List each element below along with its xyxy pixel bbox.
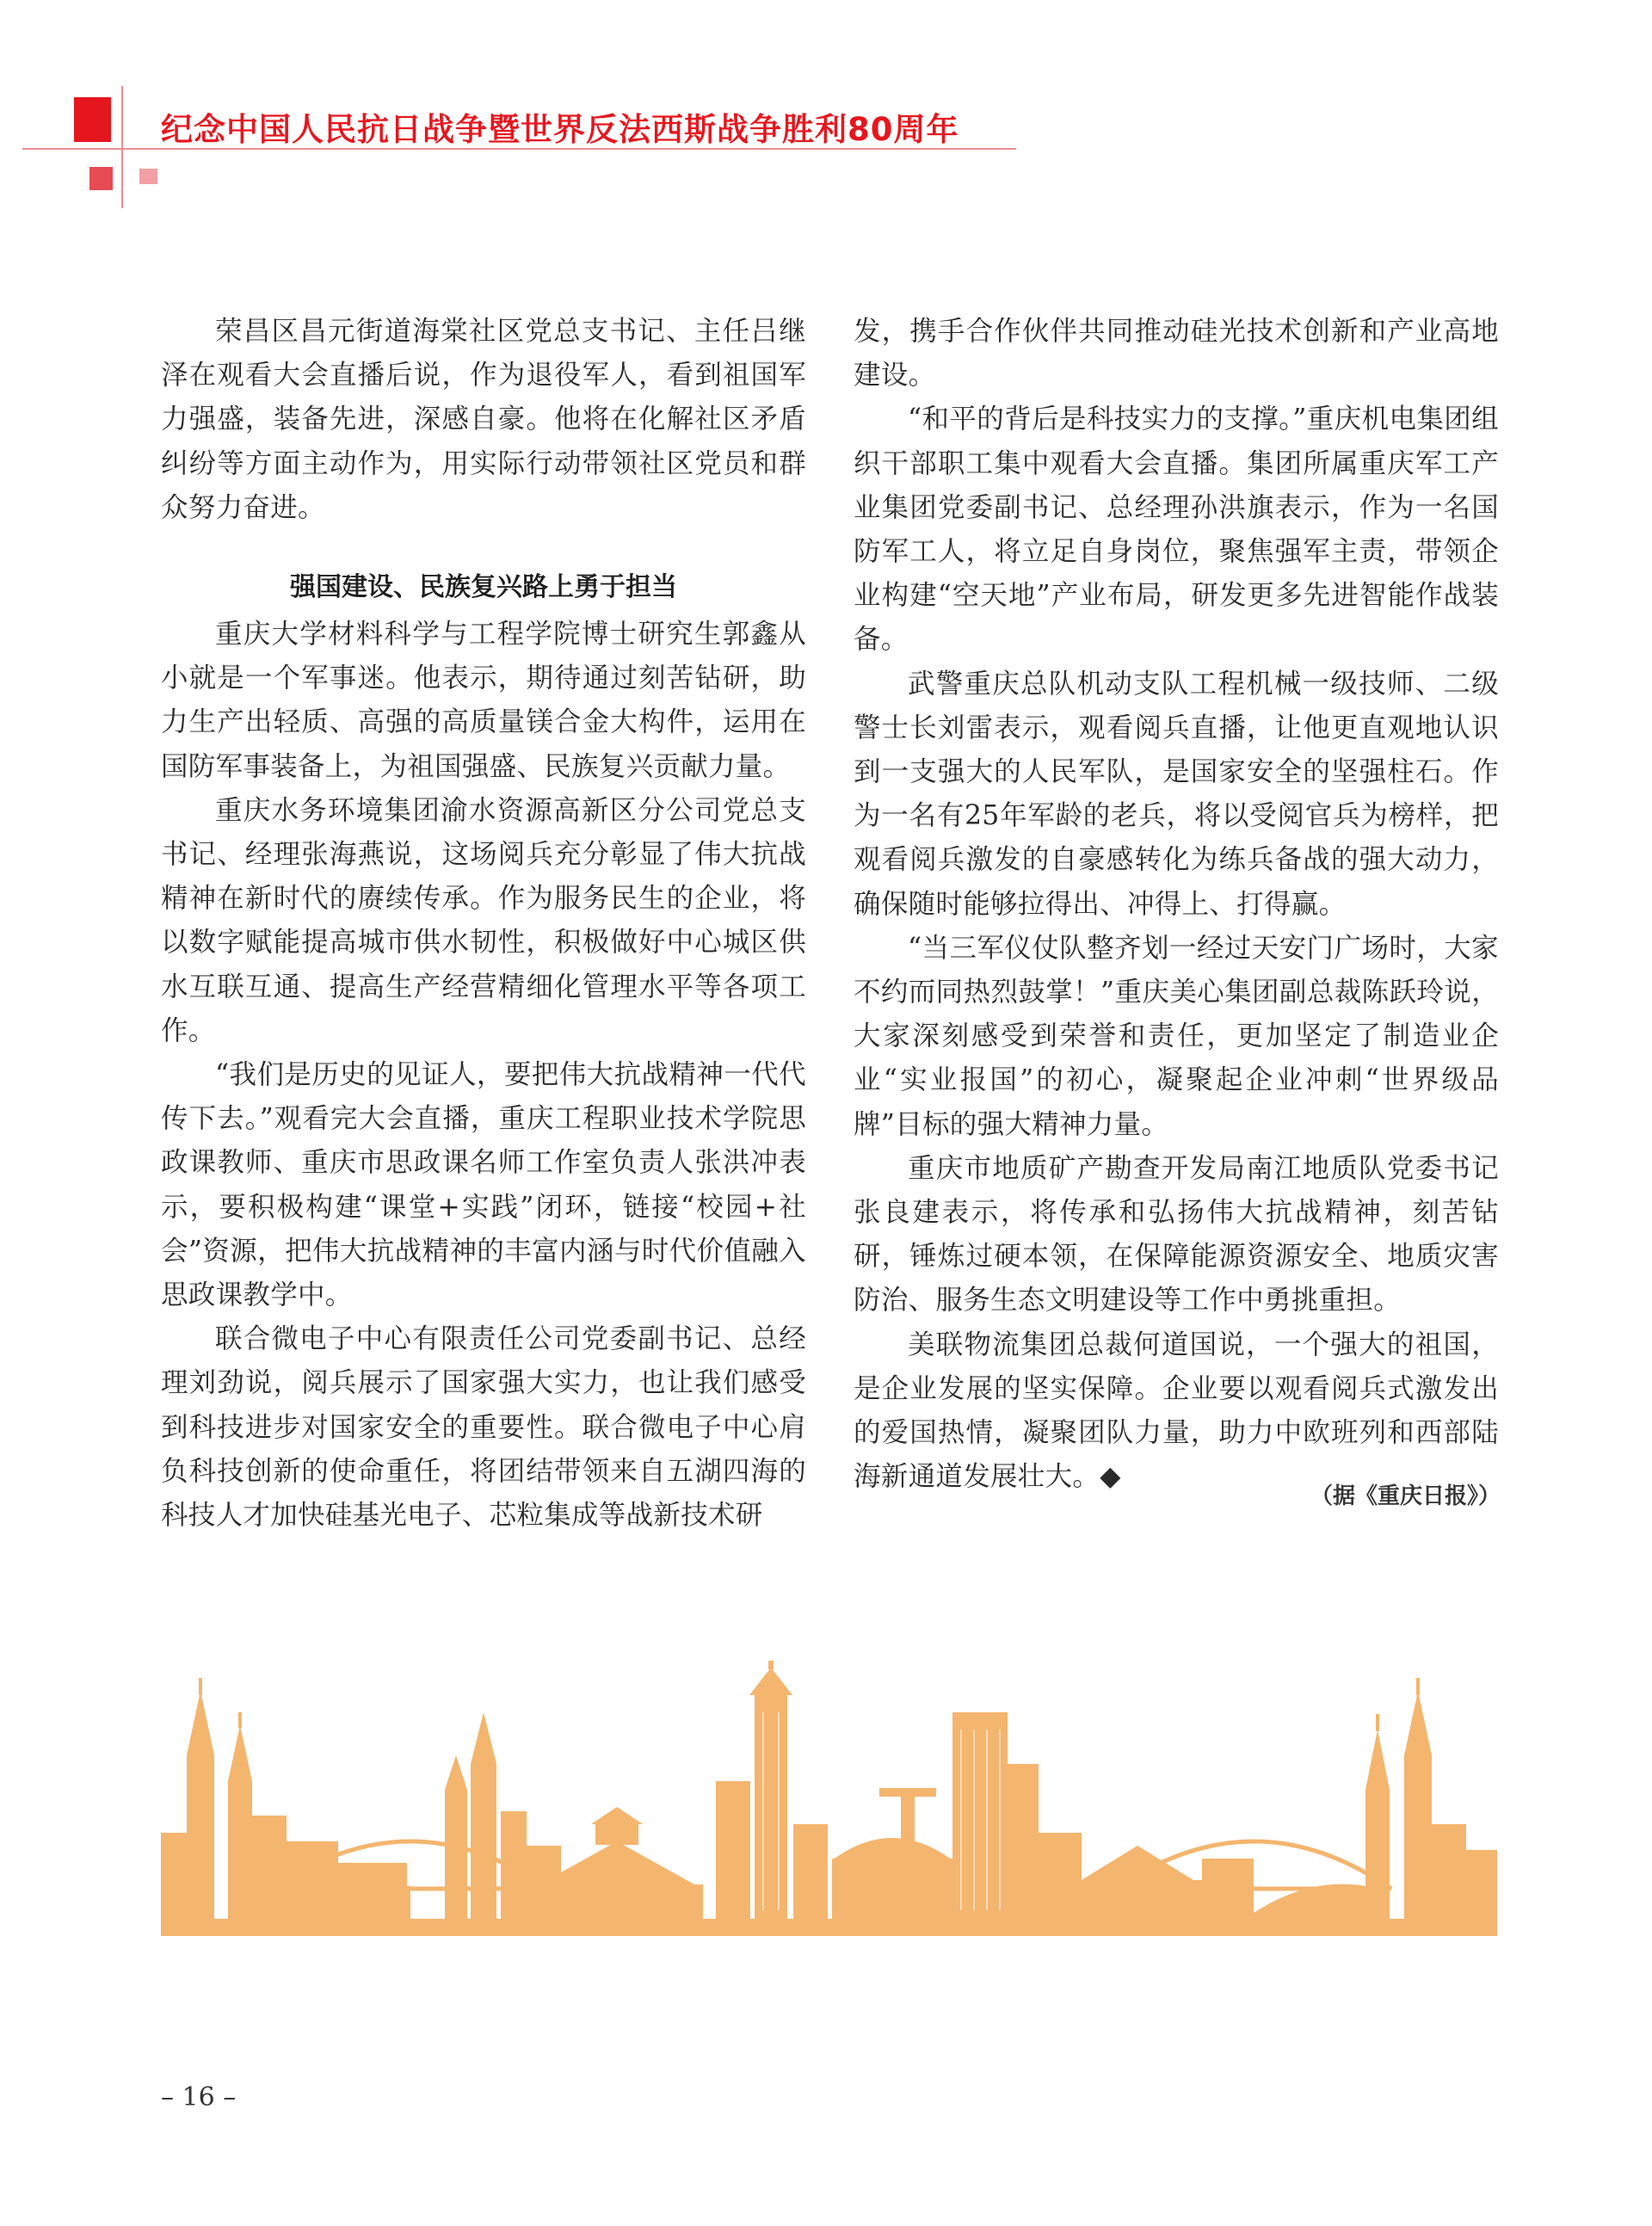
page-number: – 16 – bbox=[161, 2082, 237, 2112]
header-title: 纪念中国人民抗日战争暨世界反法西斯战争胜利80周年 bbox=[161, 111, 959, 148]
header-pink-square bbox=[139, 169, 157, 184]
source-credit: （据《重庆日报》） bbox=[1310, 1483, 1501, 1509]
left-column bbox=[161, 310, 806, 1538]
paragraph: 联合微电子中心有限责任公司党委副书记、总经理刘劲说，阅兵展示了国家强大实力，也让我们感受到科技进步对国家安全的重要性。联合微电子中心肩负科技创新的使命重任，将团结带领来自五湖四海的科技人才加快硅基光电子、芯粒集成等战新技术研 bbox=[161, 1323, 806, 1532]
paragraph-continuation: 发，携手合作伙伴共同推动硅光技术创新和产业高地建设。 bbox=[854, 316, 1499, 392]
paragraph: “我们是历史的见证人，要把伟大抗战精神一代代传下去。”观看完大会直播，重庆工程职业技术学院思政课教师、重庆市思政课名师工作室负责人张洪冲表示，要积极构建“课堂+实践”闭环，链接“校园+社会”资源，把伟大抗战精神的丰富内涵与时代价值融入思政课教学中。 bbox=[161, 1059, 806, 1311]
paragraph: 重庆市地质矿产勘查开发局南江地质队党委书记张良建表示，将传承和弘扬伟大抗战精神，刻苦钻研，锤炼过硬本领，在保障能源资源安全、地质灾害防治、服务生态文明建设等工作中勇挑重担。 bbox=[854, 1152, 1499, 1316]
right-column bbox=[854, 310, 1499, 1499]
paragraph: 重庆大学材料科学与工程学院博士研究生郭鑫从小就是一个军事迷。他表示，期待通过刻苦钻研，助力生产出轻质、高强的高质量镁合金大构件，运用在国防军事装备上，为祖国强盛、民族复兴贡献力量。 bbox=[161, 619, 806, 782]
header-small-square bbox=[89, 167, 113, 190]
paragraph: 武警重庆总队机动支队工程机械一级技师、二级警士长刘雷表示，观看阅兵直播，让他更直观地认识到一支强大的人民军队，是国家安全的坚强柱石。作为一名有25年军龄的老兵，将以受阅官兵为榜样，把观看阅兵激发的自豪感转化为练兵备战的强大动力，确保随时能够拉得出、冲得上、打得赢。 bbox=[854, 668, 1499, 920]
section-subheading: 强国建设、民族复兴路上勇于担当 bbox=[290, 572, 677, 603]
paragraph: 荣昌区昌元街道海棠社区党总支书记、主任吕继泽在观看大会直播后说，作为退役军人，看到祖国军力强盛，装备先进，深感自豪。他将在化解社区矛盾纠纷等方面主动作为，用实际行动带领社区党员和群众努力奋进。 bbox=[161, 316, 806, 523]
paragraph: “和平的背后是科技实力的支撑。”重庆机电集团组织干部职工集中观看大会直播。集团所属重庆军工产业集团党委副书记、总经理孙洪旗表示，作为一名国防军工人，将立足自身岗位，聚焦强军主责，带领企业构建“空天地”产业布局，研发更多先进智能作战装备。 bbox=[854, 404, 1499, 656]
paragraph: 美联物流集团总裁何道国说，一个强大的祖国，是企业发展的坚实保障。企业要以观看阅兵式激发出的爱国热情，凝聚团队力量，助力中欧班列和西部陆海新通道发展壮大。◆ bbox=[854, 1329, 1499, 1493]
paragraph: “当三军仪仗队整齐划一经过天安门广场时，大家不约而同热烈鼓掌！”重庆美心集团副总裁陈跃玲说，大家深刻感受到荣誉和责任，更加坚定了制造业企业“实业报国”的初心，凝聚起企业冲刺“世界级品牌”目标的强大精神力量。 bbox=[854, 932, 1499, 1140]
header-red-square bbox=[74, 97, 111, 142]
city-skyline-illustration bbox=[161, 1661, 1497, 1936]
paragraph: 重庆水务环境集团渝水资源高新区分公司党总支书记、经理张海燕说，这场阅兵充分彰显了伟大抗战精神在新时代的赓续传承。作为服务民生的企业，将以数字赋能提高城市供水韧性，积极做好中心城区供水互联互通、提高生产经营精细化管理水平等各项工作。 bbox=[161, 794, 806, 1046]
header-vertical-rule bbox=[121, 86, 123, 208]
